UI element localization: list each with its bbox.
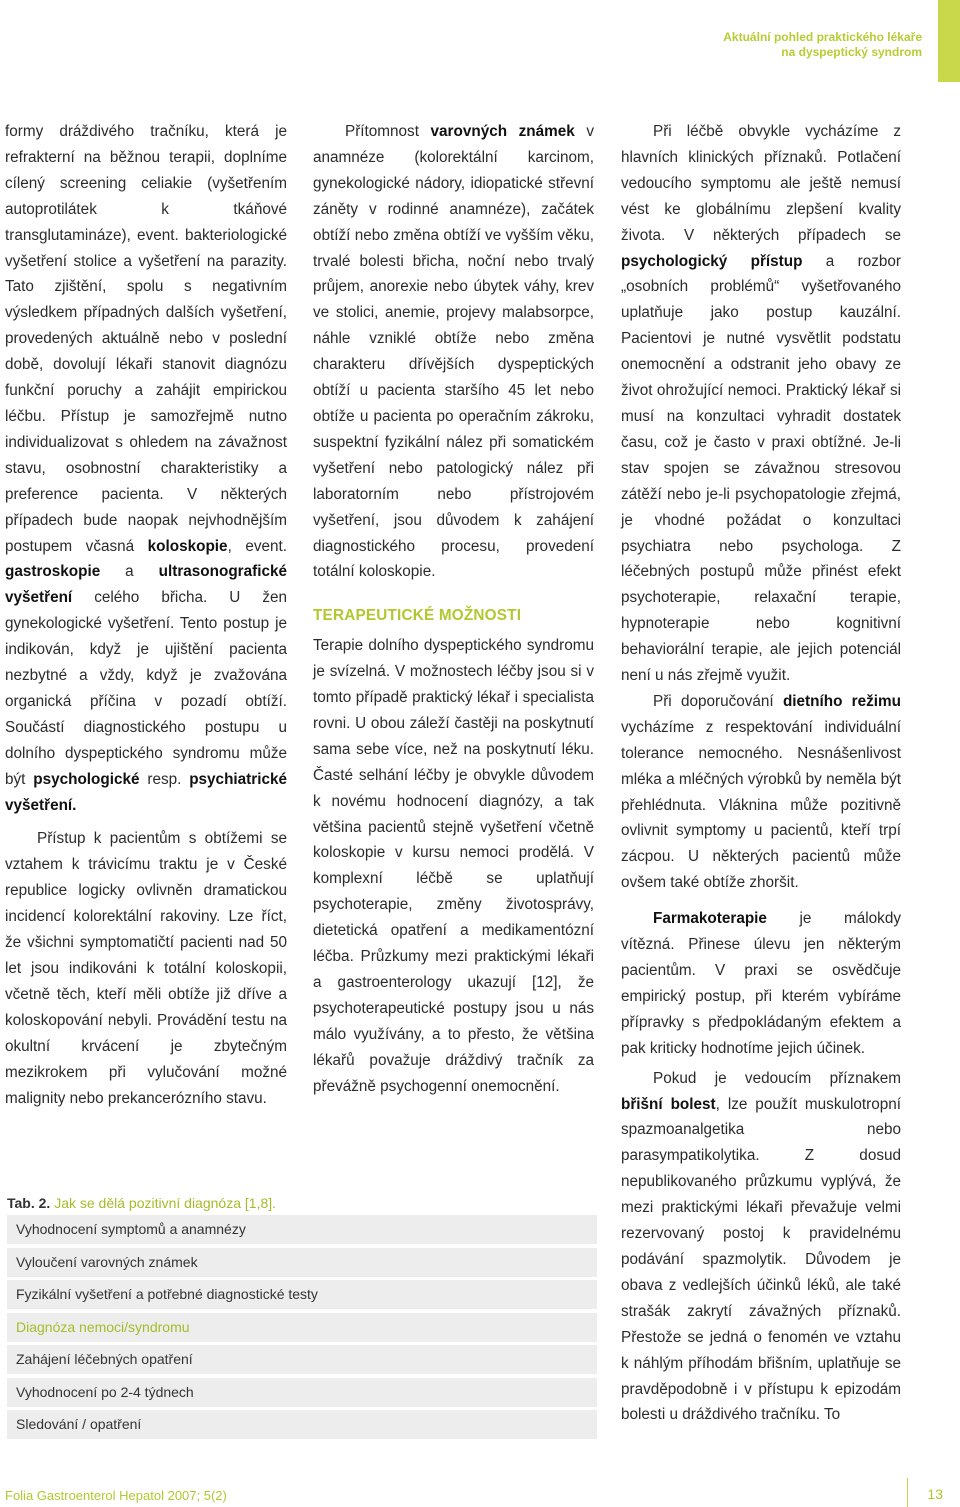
text-run: vycházíme z respektování individuální tolerance nemocného. Nesnášenlivost mléka a mléčných výrobků by neměla být přehlédnuta. Vláknina může pozitivně ovlivnit symptomy u pacientů, kteří trpí zácpou. U některých pacientů může ovšem také obtíže zhoršit.: [621, 718, 901, 892]
corner-accent-bar: [938, 0, 960, 82]
bold-term: břišní bolest: [621, 1095, 716, 1113]
text-run: je málokdy vítězná. Přinese úlevu jen některým pacientům. V praxi se osvědčuje empirický postup, při kterém vybíráme přípravky s předpokládaným efektem a pak kriticky hodnotíme jejich účinek.: [621, 910, 901, 1057]
table-caption-text: Jak se dělá pozitivní diagnóza [1,8].: [54, 1195, 277, 1211]
text-run: Při léčbě obvykle vycházíme z hlavních klinických příznaků. Potlačení vedoucího symptomu ale ještě nemusí vést ke globálnímu zlepšení kvality života. V některých případech se: [621, 123, 901, 244]
text-column-1: [5, 119, 287, 1111]
paragraph: [621, 1066, 901, 1429]
diagnosis-table: [7, 1195, 597, 1439]
table-row: Vyhodnocení po 2-4 týdnech: [7, 1378, 597, 1407]
table-label: Tab. 2.: [7, 1195, 51, 1211]
text-run: resp.: [139, 770, 190, 788]
table-caption: [7, 1195, 597, 1211]
bold-term: varovných známek: [430, 123, 575, 140]
table-row: Vyhodnocení symptomů a anamnézy: [7, 1215, 597, 1244]
paragraph: Terapie dolního dyspeptického syndromu je svízelná. V možnostech léčby jsou si v tomto případě praktický lékař i specialista rovni. U obou záleží častěji na poskytnutí sama sebe více, než na poskytnutí léku. Časté selhání léčby je obvykle důvodem k novému hodnocení diagnózy, a tak většina pacientů stejně vyšetření včetně koloskopie v kursu nemoci prodělá. V komplexní léčbě se uplatňují psychoterapie, změny životosprávy, dietetická opatření a medikamentózní léčba. Průzkumy mezi praktickými lékaři a gastroenterology ukazují [12], že psychoterapeutické postupy jsou u nás málo využívány, a to přesto, že většina lékařů považuje dráždivý tračník za převážně psychogenní onemocnění.: [313, 637, 594, 1095]
bold-term: psychologické: [33, 770, 140, 788]
bold-term: ultrasonografické vyšetření: [5, 563, 287, 607]
text-run: , lze použít muskulotropní spazmoanalgetika nebo parasympatikolytika. Z dosud nepublikovaného průzkumu vyplývá, že mezi praktickými lékaři převažuje velmi rezervovaný postoj k pravidelnému podávání spazmolytik. Důvodem je obava z vedlejších účinků léků, ale také strašák zakrytí závažných příznaků. Přestože se jedná o fenomén ve vztahu k náhlým příhodám břišním, uplatňuje se pravděpodobně i v přístupu k epizodám bolesti u dráždivého tračníku. To: [621, 1095, 901, 1424]
table-row: Sledování / opatření: [7, 1410, 597, 1439]
text-run: celého břicha. U žen gynekologické vyšetření. Tento postup je indikován, když je ujištění pacienta nezbytné a vždy, když je zvažována organická příčina v pozadí obtíží. Součástí diagnostického postupu u dolního dyspeptického syndromu může být: [5, 589, 287, 788]
bold-term: psychologický přístup: [621, 252, 803, 270]
paragraph: [621, 906, 901, 1061]
bold-term: psychiatrické vyšetření.: [5, 770, 287, 814]
text-run: a: [100, 563, 159, 581]
journal-citation: Folia Gastroenterol Hepatol 2007; 5(2): [5, 1488, 227, 1503]
table-row: Zahájení léčebných opatření: [7, 1345, 597, 1374]
text-column-3: [621, 119, 901, 1428]
paragraph: [621, 689, 901, 896]
text-run: formy dráždivého tračníku, která je refrakterní na běžnou terapii, doplníme cílený screening celiakie (vyšetřením autoprotilátek k tkáňové transglutamináze), event. bakteriologické vyšetření stolice a vyšetření na parazity. Tato zjištění, spolu s negativním výsledkem případných dalších vyšetření, provedených aktuálně nebo v poslední době, dovolují lékaři stanovit diagnózu funkční poruchy a zahájit empirickou léčbu. Přístup je samozřejmě nutno individualizovat s ohledem na závažnost stavu, osobnostní charakteristiky a preference pacienta. V některých případech bude naopak nejvhodnějším postupem včasná: [5, 123, 287, 555]
running-header-line-2: na dyspeptický syndrom: [781, 45, 922, 59]
paragraph: [5, 119, 287, 818]
table-row: Vyloučení varovných známek: [7, 1248, 597, 1277]
paragraph: Přístup k pacientům s obtížemi se vztahem k trávicímu traktu je v České republice logicky ovlivněn dramatickou incidencí kolorektální rakoviny. Lze říct, že všichni symptomatičtí pacienti nad 50 let jsou indikováni k totální koloskopii, včetně těch, kteří měli obtíže již dříve a koloskopování nebyli. Provádění testu na okultní krvácení je zbytečným mezikrokem při vylučování možné malignity nebo prekancerózního stavu.: [5, 830, 287, 1107]
text-run: v anamnéze (kolorektální karcinom, gynekologické nádory, idiopatické střevní záněty v rodinné anamnéze), začátek obtíží nebo změna obtíží ve vyšším věku, trvalé bolesti břicha, noční nebo trvalý průjem, anorexie nebo úbytek váhy, krev ve stolici, anemie, projevy malabsorpce, náhle vzniklé obtíže nebo změna charakteru dřívějších dyspeptických obtíží u pacienta staršího 45 let nebo obtíže u pacienta po operačním zákroku, suspektní fyzikální nález při somatickém vyšetření nebo patologický nález při laboratorním nebo přístrojovém vyšetření, jsou důvodem k zahájení diagnostického procesu, provedení totální koloskopie.: [313, 123, 594, 581]
text-run: a rozbor „osobních problémů“ vyšetřovaného uplatňuje jako postup kauzální. Pacientovi je nutné vysvětlit podstatu onemocnění a odstranit jeho obavy ze život ohrožující nemoci. Praktický lékař si musí na konzultaci vyhradit dostatek času, což je často v praxi obtížné. Je-li stav spojen se závažnou stresovou zátěží nebo je-li psychopatologie zřejmá, je vhodné požádat o konzultaci psychiatra nebo psychologa. Z léčebných postupů může přinést efekt psychoterapie, relaxační terapie, hypnoterapie nebo kognitivní behaviorální terapie, ale jejich potenciál není u nás zřejmě využit.: [621, 252, 901, 685]
paragraph: [621, 119, 901, 689]
text-run: Pokud je vedoucím příznakem: [653, 1069, 901, 1087]
running-header: [723, 30, 922, 60]
bold-term: koloskopie: [147, 537, 228, 555]
table-row: Fyzikální vyšetření a potřebné diagnostické testy: [7, 1280, 597, 1309]
table-row: Diagnóza nemoci/syndromu: [7, 1313, 597, 1342]
paragraph: [313, 119, 594, 585]
text-run: Přítomnost: [345, 123, 431, 140]
bold-term: Farmakoterapie: [653, 910, 767, 928]
text-run: , event.: [227, 537, 287, 555]
bold-term: dietního režimu: [782, 692, 901, 710]
section-heading: TERAPEUTICKÉ MOŽNOSTI: [313, 607, 522, 625]
text-run: Při doporučování: [653, 692, 783, 710]
page-number: 13: [927, 1486, 943, 1502]
running-header-line-1: Aktuální pohled praktického lékaře: [723, 30, 922, 44]
bold-term: gastroskopie: [5, 563, 101, 581]
text-column-2: [313, 119, 594, 1100]
